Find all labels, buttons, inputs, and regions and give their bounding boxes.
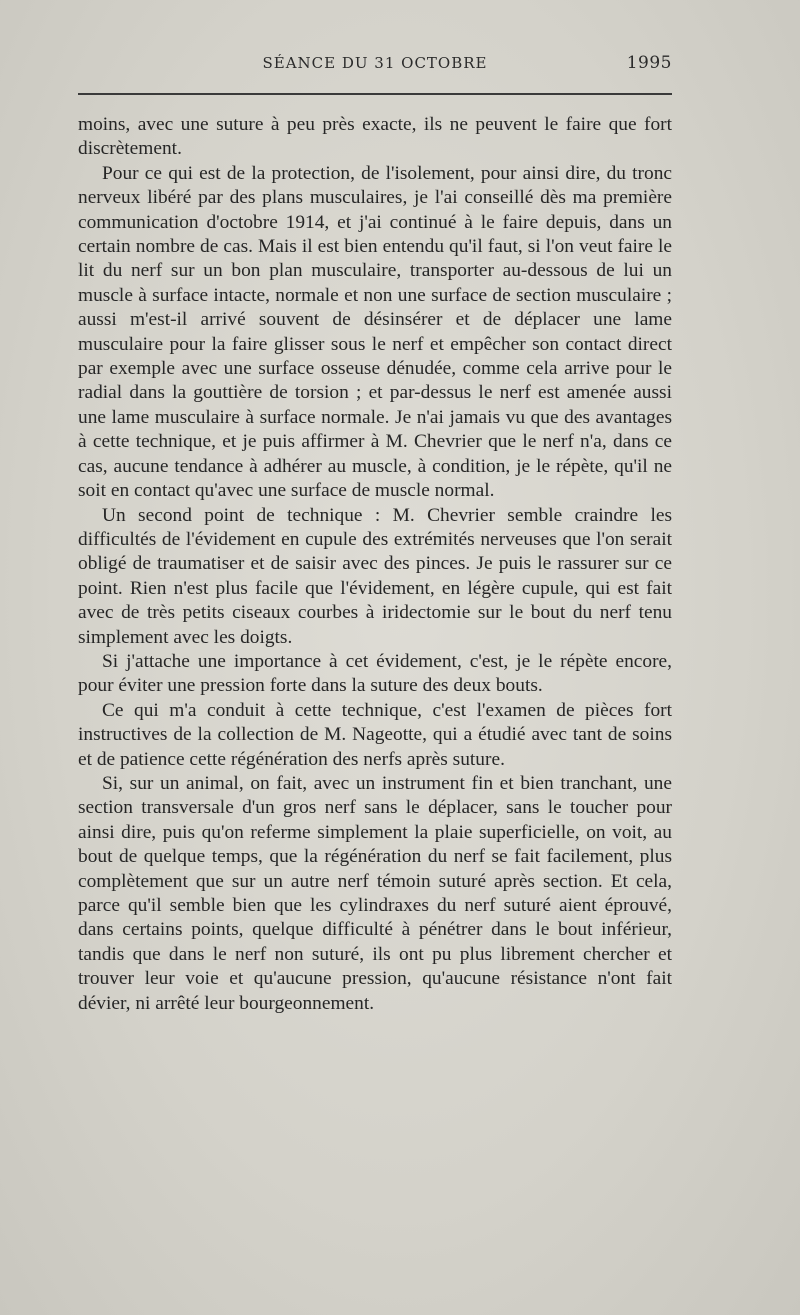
paragraph: moins, avec une suture à peu près exacte, ils ne peuvent le faire que fort discrètement. (78, 114, 672, 160)
page-number: 1995 (626, 53, 672, 73)
page-header (78, 54, 672, 78)
paragraph: Si, sur un animal, on fait, avec un instrument fin et bien tranchant, une section transversale d'un gros nerf sans le déplacer, sans le toucher pour ainsi dire, puis qu'on referme simplement la plaie superficielle, on voit, au bout de quelque temps, que la régénération du nerf se fait facilement, plus complètement que sur un autre nerf témoin suturé après section. Et cela, parce qu'il semble bien que les cylindraxes du nerf suturé aient éprouvé, dans certains points, quelque difficulté à pénétrer dans le bout inférieur, tandis que dans le nerf non suturé, ils ont pu plus librement chercher et trouver leur voie et qu'aucune pression, qu'aucune résistance n'ont fait dévier, ni arrêté leur bourgeonnement. (78, 772, 672, 1014)
header-rule (78, 93, 672, 95)
body-text (78, 113, 672, 1016)
paragraph: Pour ce qui est de la protection, de l'isolement, pour ainsi dire, du tronc nerveux libéré par des plans musculaires, je l'ai conseillé dès ma première communication d'octobre 1914, et j'ai continué à le faire depuis, dans un certain nombre de cas. Mais il est bien entendu qu'il faut, si l'on veut faire le lit du nerf sur un bon plan musculaire, transporter au-dessous de lui un muscle à surface intacte, normale et non une surface de section musculaire ; aussi m'est-il arrivé souvent de désinsérer et de déplacer une lame musculaire pour la faire glisser sous le nerf et empêcher son contact direct par exemple avec une surface osseuse dénudée, comme cela arrive pour le radial dans la gouttière de torsion ; et par-dessus le nerf est amenée aussi une lame musculaire à surface normale. Je n'ai jamais vu que des avantages à cette technique, et je puis affirmer à M. Chevrier que le nerf n'a, dans ce cas, aucune tendance à adhérer au muscle, à condition, je le répète, qu'il ne soit en contact qu'avec une surface de muscle normal. (78, 162, 672, 502)
paragraph: Un second point de technique : M. Chevrier semble craindre les difficultés de l'évidement en cupule des extrémités nerveuses que l'on serait obligé de traumatiser et de saisir avec des pinces. Je puis le rassurer sur ce point. Rien n'est plus facile que l'évidement, en légère cupule, qui est fait avec de très petits ciseaux courbes à iridectomie sur le bout du nerf tenu simplement avec les doigts. (78, 504, 672, 648)
paragraph: Si j'attache une importance à cet évidement, c'est, je le répète encore, pour éviter une pression forte dans la suture des deux bouts. (78, 650, 672, 697)
running-title: SÉANCE DU 31 OCTOBRE (262, 54, 488, 72)
paragraph: Ce qui m'a conduit à cette technique, c'est l'examen de pièces fort instructives de la collection de M. Nageotte, qui a étudié avec tant de soins et de patience cette régénération des nerfs après suture. (78, 699, 672, 770)
